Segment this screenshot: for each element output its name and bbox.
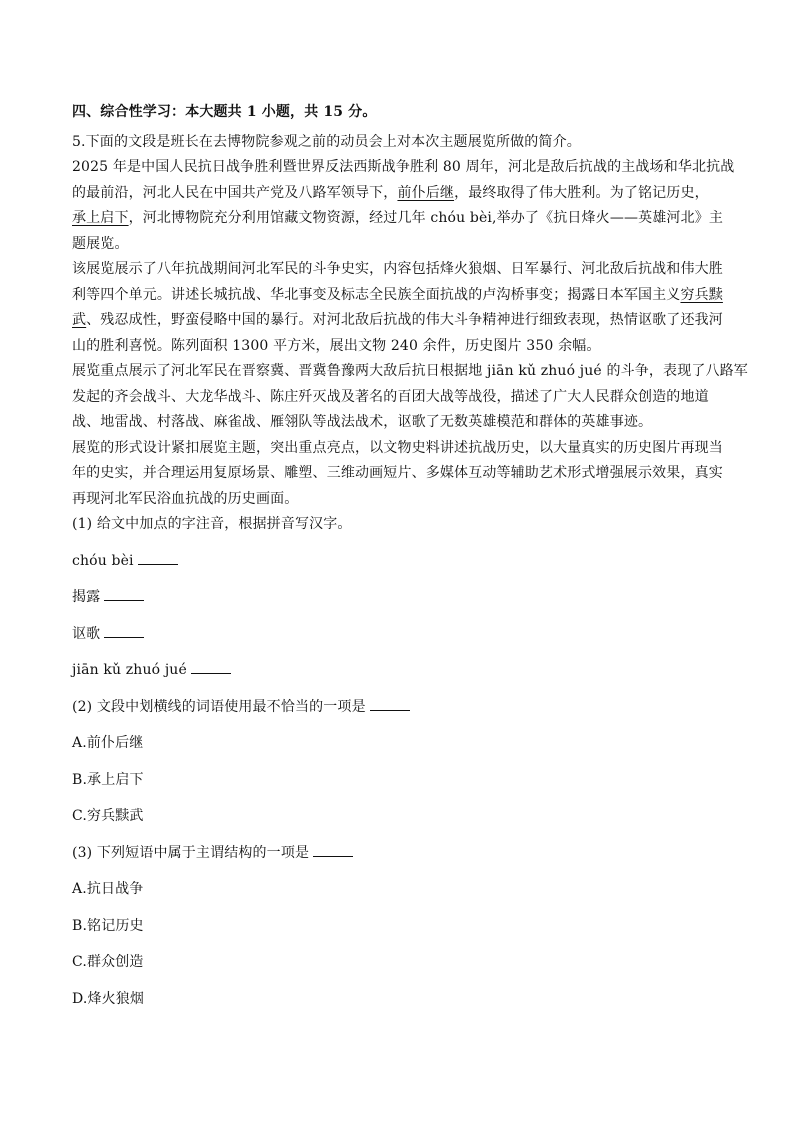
paragraph-2 bbox=[72, 257, 722, 359]
p2-line-2-text: 利等四个单元。讲述长城抗战、华北事变及标志全民族全面抗战的卢沟桥事变；揭露日本军国主义 bbox=[72, 286, 681, 303]
sub-question-2-text: (2) 文段中划横线的词语使用最不恰当的一项是 bbox=[72, 698, 366, 715]
section-title: 四、综合性学习：本大题共 1 小题，共 15 分。 bbox=[72, 104, 377, 120]
p1-line-4: 题展览。 bbox=[72, 235, 129, 252]
p4-line-3: 再现河北军民浴血抗战的历史画面。 bbox=[72, 490, 299, 507]
answer-blank[interactable] bbox=[191, 661, 231, 674]
answer-blank[interactable] bbox=[104, 625, 144, 638]
p1-line-3 bbox=[72, 206, 722, 232]
sub-question-3-prompt bbox=[72, 841, 722, 867]
p3-line-1: 展览重点展示了河北军民在晋察冀、晋冀鲁豫两大敌后抗日根据地 jiān kǔ zhuó jué 的斗争，表现了八路军 bbox=[72, 363, 748, 379]
answer-item-label: chóu bèi bbox=[72, 552, 134, 569]
option-d: D.烽火狼烟 bbox=[72, 990, 145, 1007]
p2-line-1: 该展览展示了八年抗战期间河北军民的斗争史实，内容包括烽火狼烟、日军暴行、河北敌后抗战和伟大胜 bbox=[72, 261, 723, 277]
answer-blank[interactable] bbox=[370, 698, 410, 711]
answer-item-3 bbox=[72, 622, 722, 648]
p4-line-1: 展览的形式设计紧扣展览主题，突出重点亮点，以文物史料讲述抗战历史，以大量真实的历史图片再现当 bbox=[72, 439, 723, 456]
sub-question-1-prompt: (1) 给文中加点的字注音，根据拼音写汉字。 bbox=[72, 516, 352, 532]
document-page bbox=[72, 100, 748, 1012]
p2-line-3-tail: 、残忍成性，野蛮侵略中国的暴行。对河北敌后抗战的伟大斗争精神进行细致表现，热情讴歌了还我河 bbox=[86, 312, 723, 328]
option-c: C.群众创造 bbox=[72, 954, 144, 970]
answer-item-1 bbox=[72, 549, 722, 575]
sub-question-3-text: (3) 下列短语中属于主谓结构的一项是 bbox=[72, 844, 310, 861]
option-a: A.抗日战争 bbox=[72, 881, 144, 897]
underlined-word-chengshangqixia: 承上启下 bbox=[72, 210, 129, 226]
underlined-word-wu: 武 bbox=[72, 312, 87, 328]
underlined-word-qianpuhouji: 前仆后继 bbox=[397, 184, 455, 201]
sub-question-2-prompt bbox=[72, 695, 722, 721]
paragraph-3 bbox=[72, 359, 748, 436]
question-intro: 5.下面的文段是班长在去博物院参观之前的动员会上对本次主题展览所做的简介。 bbox=[72, 133, 581, 150]
answer-blank[interactable] bbox=[104, 588, 144, 601]
answer-item-4 bbox=[72, 658, 722, 684]
answer-item-label: 揭露 bbox=[72, 589, 101, 605]
paragraph-4 bbox=[72, 436, 722, 513]
answer-blank[interactable] bbox=[138, 552, 178, 565]
p1-line-3-tail: ，河北博物院充分利用馆藏文物资源，经过几年 chóu bèi,举办了《抗日烽火——英雄河北》主 bbox=[128, 210, 724, 226]
p3-line-2: 发起的齐会战斗、大龙华战斗、陈庄歼灭战及著名的百团大战等战役，描述了广大人民群众创造的地道 bbox=[72, 388, 709, 405]
answer-item-label: 讴歌 bbox=[72, 625, 101, 642]
paragraph-1 bbox=[72, 155, 735, 257]
option-a: A.前仆后继 bbox=[72, 735, 144, 751]
answer-item-2 bbox=[72, 585, 722, 611]
option-c: C.穷兵黩武 bbox=[72, 808, 144, 824]
p4-line-2: 年的史实，并合理运用复原场景、雕塑、三维动画短片、多媒体互动等辅助艺术形式增强展示效果，真实 bbox=[72, 465, 723, 481]
answer-blank[interactable] bbox=[313, 844, 353, 857]
answer-item-label: jiān kǔ zhuó jué bbox=[72, 662, 187, 678]
p1-line-2 bbox=[72, 181, 722, 207]
p2-line-2 bbox=[72, 283, 722, 309]
p1-line-2-tail: ，最终取得了伟大胜利。为了铭记历史， bbox=[454, 184, 709, 201]
underlined-word-qiongbingdu: 穷兵黩 bbox=[680, 286, 723, 303]
p1-line-1: 2025 年是中国人民抗日战争胜利暨世界反法西斯战争胜利 80 周年，河北是敌后抗战的主战场和华北抗战 bbox=[72, 159, 735, 175]
p1-line-2-text: 的最前沿，河北人民在中国共产党及八路军领导下， bbox=[72, 184, 398, 201]
p3-line-3: 战、地雷战、村落战、麻雀战、雁翎队等战法战术，讴歌了无数英雄模范和群体的英雄事迹。 bbox=[72, 414, 653, 430]
option-b: B.铭记历史 bbox=[72, 917, 144, 934]
p2-line-4: 山的胜利喜悦。陈列面积 1300 平方米，展出文物 240 余件，历史图片 350 余幅。 bbox=[72, 337, 601, 354]
option-b: B.承上启下 bbox=[72, 771, 144, 788]
p2-line-3 bbox=[72, 308, 722, 334]
